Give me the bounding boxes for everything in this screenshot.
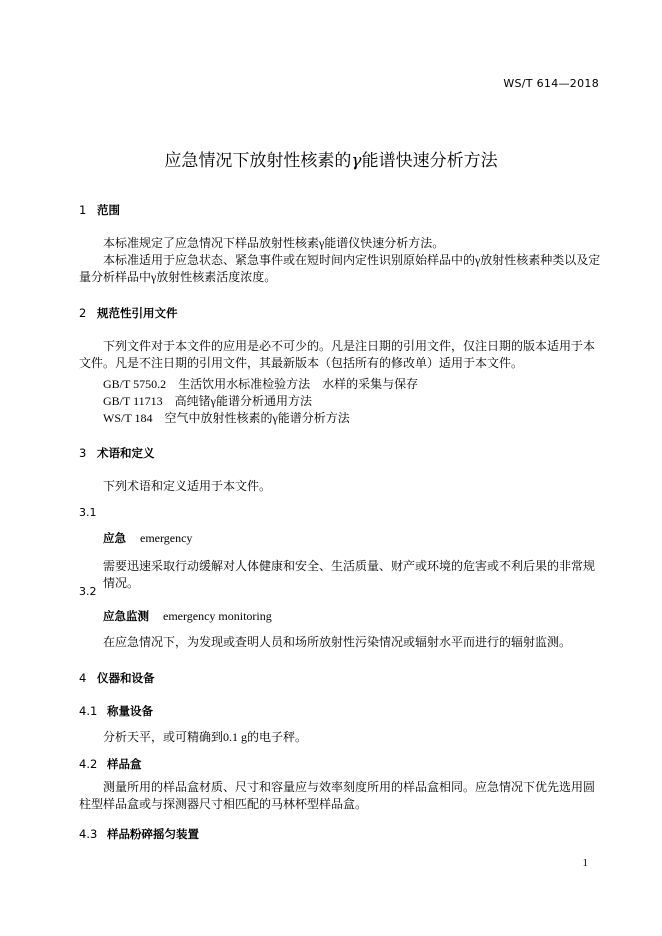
term-english: emergency: [140, 531, 193, 545]
term-chinese: 应急监测: [103, 609, 149, 623]
section-number: 4: [79, 671, 87, 685]
subsection-number: 4.3: [79, 827, 98, 841]
term-entry: [103, 530, 192, 546]
section-title: 规范性引用文件: [97, 306, 178, 320]
reference-item: [103, 409, 350, 426]
subsection-title: 称量设备: [107, 704, 153, 718]
section-title: 仪器和设备: [97, 671, 155, 685]
section-number: 3: [79, 446, 87, 460]
reference-code: WS/T 184: [103, 411, 153, 425]
title-gamma: γ: [351, 151, 362, 171]
term-definition: 需要迅速采取行动缓解对人体健康和安全、生活质量、财产或环境的危害或不利后果的非常规情况。: [103, 559, 596, 590]
term-entry: [103, 608, 272, 624]
normative-references-paragraph: 下列文件对于本文件的应用是必不可少的。凡是注日期的引用文件，仅注日期的版本适用于本文件。凡是不注日期的引用文件，其最新版本（包括所有的修改单）适用于本文件。: [79, 339, 596, 370]
scope-paragraph-2: 本标准适用于应急状态、紧急事件或在短时间内定性识别原始样品中的γ放射性核素种类以及定量分析样品中γ放射性核素活度浓度。: [79, 253, 601, 284]
subsection-4-2-heading: [79, 756, 142, 772]
reference-code: GB/T 11713: [103, 394, 163, 408]
sample-box-paragraph: 测量所用的样品盒材质、尺寸和容量应与效率刻度所用的样品盒相同。应急情况下优先选用圆柱型样品盒或与探测器尺寸相匹配的马林杯型样品盒。: [79, 780, 596, 811]
reference-name: 高纯锗γ能谱分析通用方法: [174, 394, 312, 408]
document-title: [0, 146, 662, 171]
reference-item: [103, 375, 418, 392]
section-1-heading: [79, 202, 120, 218]
subsection-title: 样品盒: [107, 757, 142, 771]
section-number: 1: [79, 203, 87, 217]
section-2-heading: [79, 305, 178, 321]
weighing-equipment-paragraph: 分析天平，或可精确到0.1 g的电子秤。: [103, 730, 308, 744]
term-number: 3.2: [79, 585, 97, 598]
subsection-number: 4.2: [79, 757, 98, 771]
title-part-1: 应急情况下放射性核素的: [164, 151, 352, 171]
reference-code: GB/T 5750.2: [103, 377, 167, 391]
section-4-heading: [79, 670, 155, 686]
subsection-title: 样品粉碎摇匀装置: [107, 827, 199, 841]
subsection-4-1-heading: [79, 703, 153, 719]
standard-number: WS/T 614—2018: [503, 77, 599, 90]
scope-paragraph-1: 本标准规定了应急情况下样品放射性核素γ能谱仪快速分析方法。: [103, 236, 445, 250]
section-title: 范围: [97, 203, 120, 217]
subsection-4-3-heading: [79, 826, 199, 842]
term-chinese: 应急: [103, 531, 126, 545]
page-number: 1: [582, 857, 588, 869]
subsection-number: 4.1: [79, 704, 98, 718]
reference-name: 生活饮用水标准检验方法 水样的采集与保存: [178, 377, 419, 391]
term-english: emergency monitoring: [163, 609, 272, 623]
section-number: 2: [79, 306, 87, 320]
section-3-heading: [79, 445, 155, 461]
reference-name: 空气中放射性核素的γ能谱分析方法: [164, 411, 350, 425]
terms-intro-paragraph: 下列术语和定义适用于本文件。: [103, 479, 272, 493]
term-definition: 在应急情况下，为发现或查明人员和场所放射性污染情况或辐射水平而进行的辐射监测。: [103, 635, 572, 649]
section-title: 术语和定义: [97, 446, 155, 460]
term-number: 3.1: [79, 506, 97, 519]
title-part-2: 能谱快速分析方法: [361, 151, 498, 171]
reference-item: [103, 392, 312, 409]
